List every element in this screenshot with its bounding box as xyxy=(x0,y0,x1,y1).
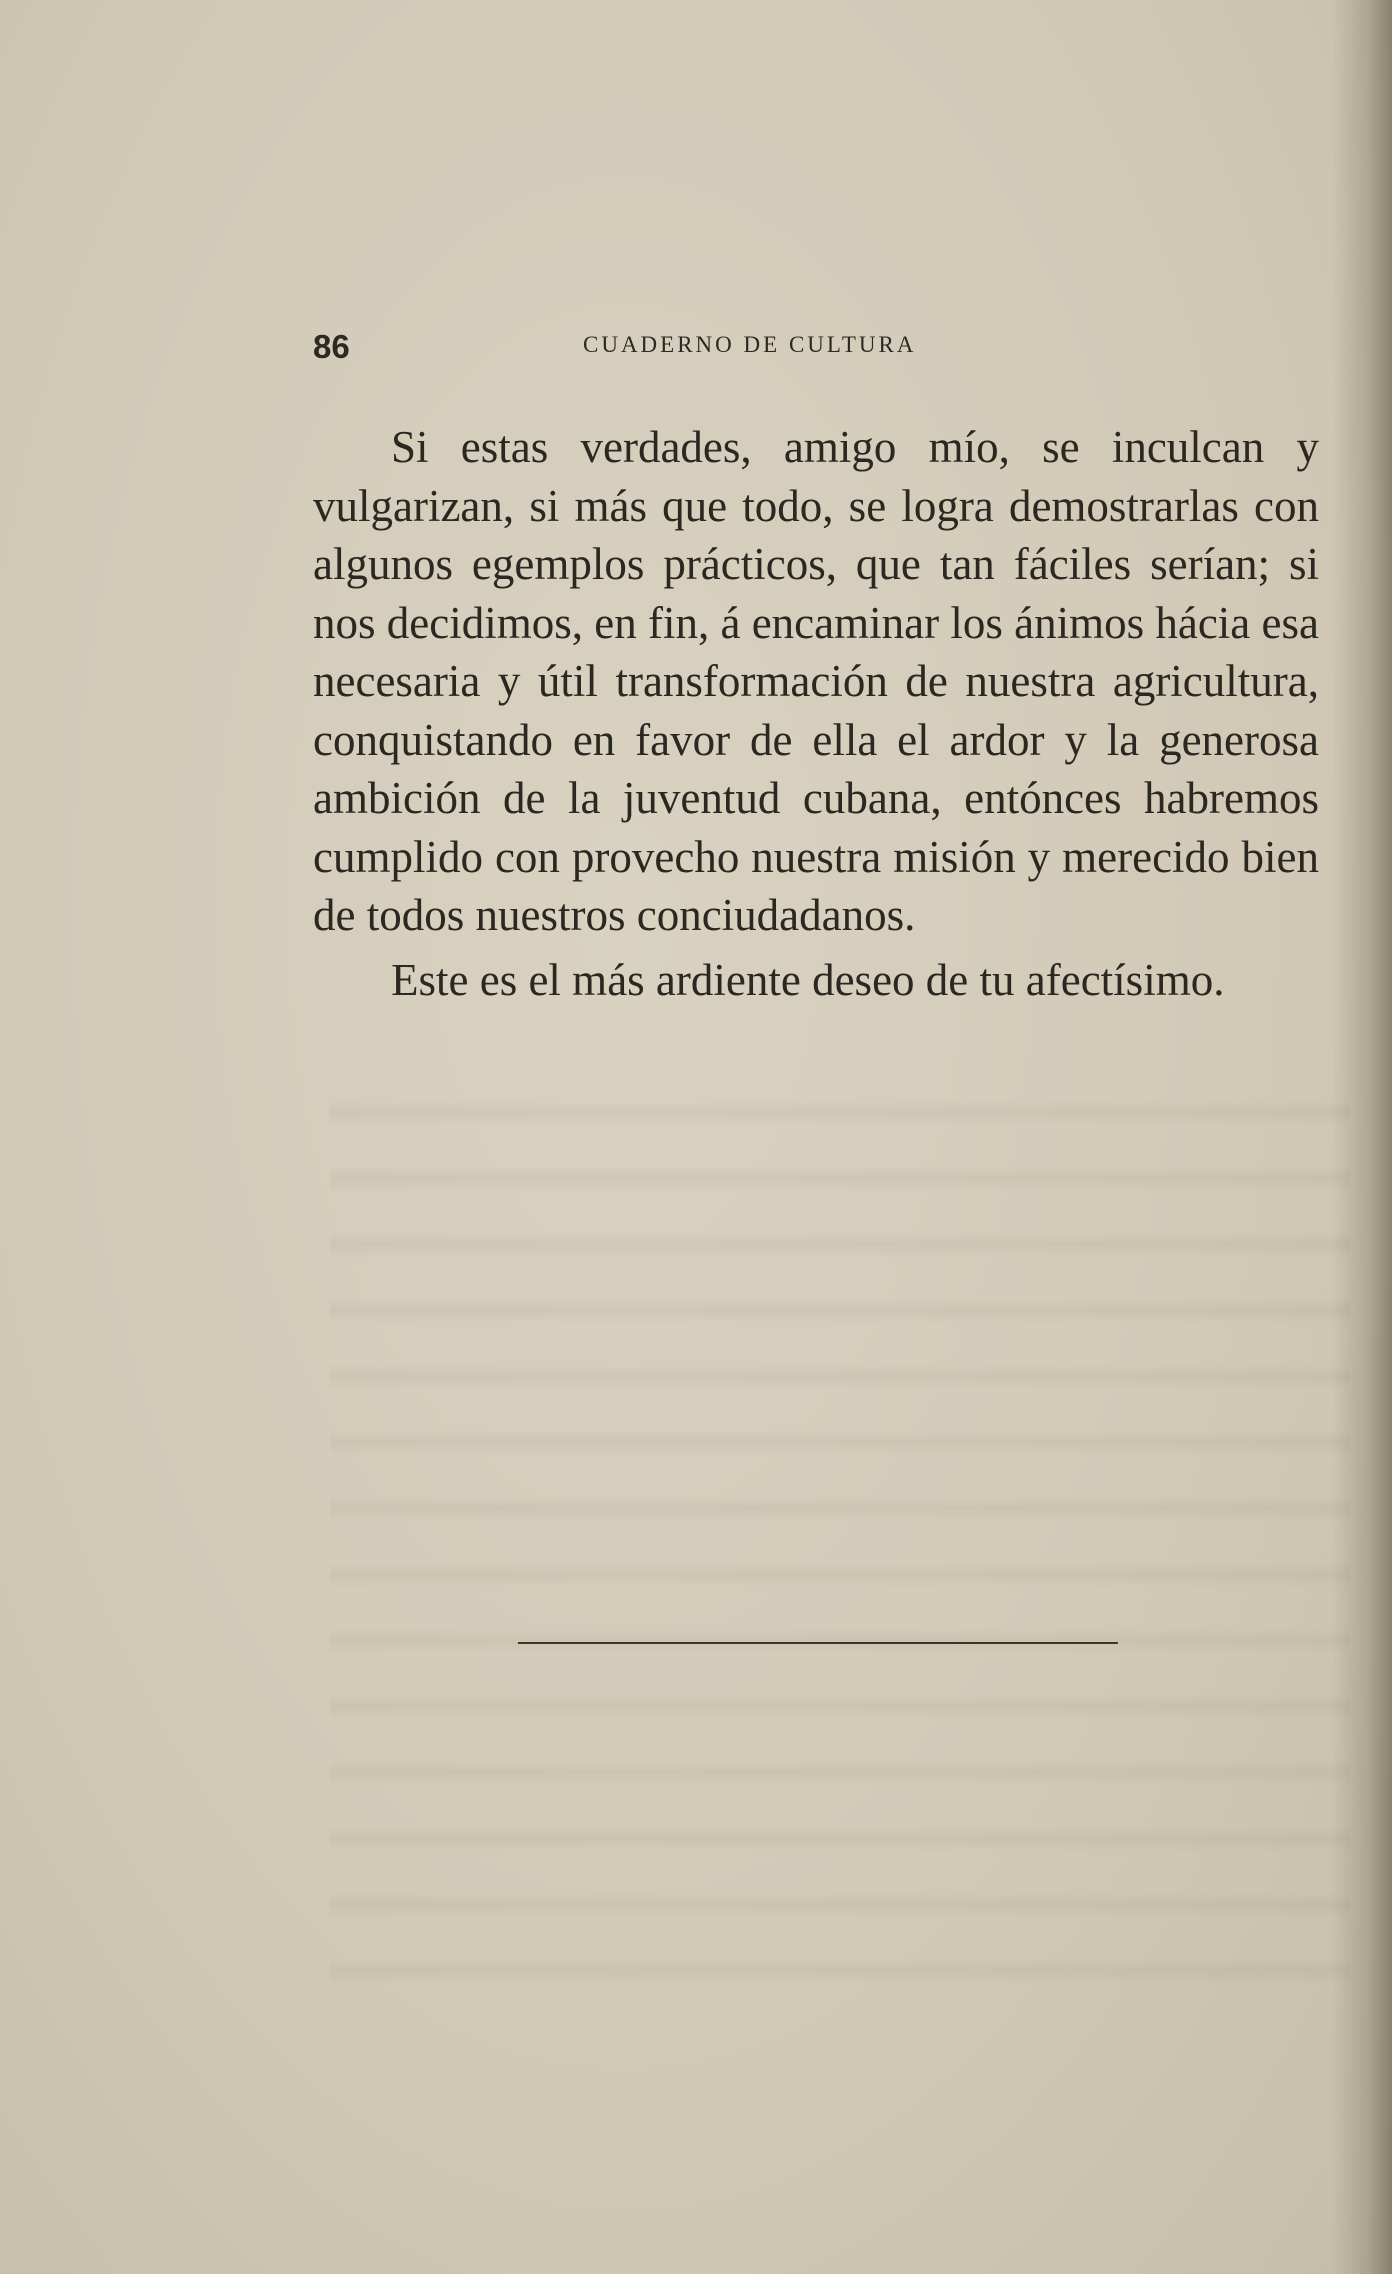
show-through-texture xyxy=(330,1060,1350,2000)
paragraph-1: Si estas verdades, amigo mío, se inculcan y vulgarizan, si más que todo, se logra demostrarlas con algunos egemplos prácticos, que tan fáciles serían; si nos decidimos, en fin, á encaminar los ánimos hácia esa necesaria y útil transformación de nuestra agricultura, conquistando en favor de ella el ardor y la generosa ambición de la juventud cubana, entónces habremos cumplido con provecho nuestra misión y merecido bien de todos nuestros conciudadanos. xyxy=(313,422,1319,940)
body-text xyxy=(313,418,1319,1009)
running-title: CUADERNO DE CULTURA xyxy=(583,332,917,357)
section-end-rule xyxy=(518,1642,1118,1644)
page-header xyxy=(313,322,1053,382)
paragraph-2: Este es el más ardiente deseo de tu afectísimo. xyxy=(391,954,1225,1005)
page-number: 86 xyxy=(313,328,350,365)
